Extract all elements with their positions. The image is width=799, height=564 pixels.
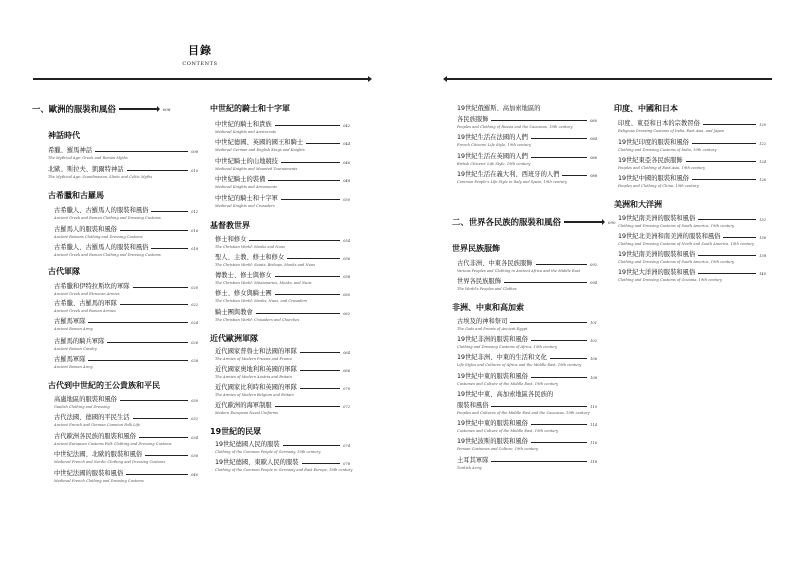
group-heading: 神話時代 xyxy=(48,131,80,140)
toc-entry xyxy=(48,164,198,179)
leader-line xyxy=(531,138,587,139)
toc-entry xyxy=(618,173,766,188)
leader-line xyxy=(550,358,587,359)
page-number: 102 xyxy=(590,339,597,343)
leader-line xyxy=(531,340,587,341)
entry-english: Ancient Romans Clothing and Dressing Customs xyxy=(54,234,143,239)
toc-entry xyxy=(54,298,198,313)
toc-entry xyxy=(215,270,350,285)
page-number: 140 xyxy=(759,272,766,276)
entry-title: 近代國家比利時和英國的軍隊 xyxy=(215,384,297,391)
leader-line xyxy=(306,143,340,144)
page-number: 108 xyxy=(590,376,597,380)
page-number: 030 xyxy=(191,399,198,403)
page-number: 050 xyxy=(343,198,350,202)
page-number: 122 xyxy=(759,142,766,146)
toc-entry xyxy=(457,352,597,367)
leader-line xyxy=(531,442,587,443)
entry-title: 中世紀法國、北歐的服裝和風俗 xyxy=(54,451,143,458)
leader-line xyxy=(95,151,188,152)
entry-english: The Mythical Age: Greek and Roman Myths xyxy=(48,155,128,160)
entry-title: 古代歐洲各民族的服裝和風俗 xyxy=(54,433,136,440)
entry-title: 19世紀中東的服裝和風俗 xyxy=(457,420,528,427)
page-number: 012 xyxy=(191,210,198,214)
entry-title: 19世紀南美洲的服裝和風俗 xyxy=(618,215,696,222)
page-number: 094 xyxy=(590,281,597,285)
toc-entry xyxy=(54,281,198,296)
leader-line xyxy=(107,342,188,343)
entry-title: 19世紀生活在義大利、西班牙的人們 xyxy=(457,171,560,178)
toc-entry xyxy=(457,276,597,291)
page-number: 126 xyxy=(759,178,766,182)
section-heading xyxy=(32,103,170,115)
entry-english: Clothing and Dressing Customs of South America, 19th century xyxy=(618,259,735,264)
entry-title: 19世紀非洲、中東的生活和文化 xyxy=(457,354,547,361)
entry-title: 19世紀德國人民的服裝 xyxy=(215,441,280,448)
page-number: 070 xyxy=(343,387,350,391)
entry-title: 19世紀南美洲的服裝和風俗 xyxy=(618,251,696,258)
toc-entry xyxy=(215,137,350,152)
toc-entry xyxy=(215,156,350,171)
toc-entry xyxy=(54,316,198,331)
leader-line xyxy=(302,463,341,464)
entry-english: Clothing and Dressing Customs of Africa, 19th century xyxy=(457,344,558,349)
entry-title: 古代法國、德國的平民生活 xyxy=(54,414,130,421)
page-number: 034 xyxy=(191,436,198,440)
entry-english: Ancient Greek and Roman Clothing and Dressing Customs xyxy=(54,215,161,220)
page-number: 028 xyxy=(191,359,198,363)
section-title: 二、世界各民族的服裝和風俗 xyxy=(452,217,561,227)
page-number: 106 xyxy=(590,357,597,361)
entry-title: 19世紀北美洲和南美洲的服裝和風俗 xyxy=(618,233,721,240)
toc-entry xyxy=(54,242,198,257)
title-chinese: 目錄 xyxy=(188,44,212,57)
entry-english: Peoples and Clothing of Russia and the Caucasus, 19th century xyxy=(457,124,573,129)
entry-english: Clothing and Dressing Customs of India, 19th century xyxy=(618,147,717,152)
toc-entry xyxy=(215,364,350,379)
leader-line xyxy=(88,360,188,361)
page-number: 022 xyxy=(191,303,198,307)
leader-line xyxy=(256,313,340,314)
entry-english: Modern European Naval Uniforms xyxy=(215,410,278,415)
page-number: 078 xyxy=(343,462,350,466)
entry-english: Religious Dressing Customs of India, East Asia, and Japan xyxy=(618,128,724,133)
leader-line xyxy=(249,240,340,241)
entry-title: 19世紀中國的服裝和風俗 xyxy=(618,175,689,182)
page-number: 058 xyxy=(343,275,350,279)
entry-english: British Citizens' Life Style, 19th century xyxy=(457,161,531,166)
leader-line xyxy=(536,264,588,265)
entry-english: Medieval Knights and Crusaders xyxy=(215,203,275,208)
toc-entry xyxy=(457,316,597,331)
entry-english: Ancient Roman Cavalry xyxy=(54,346,97,351)
entry-title: 古希臘、古羅馬的軍隊 xyxy=(54,300,117,307)
entry-title: 中世紀騎士的裝備 xyxy=(215,176,266,183)
entry-title: 19世紀印度的服裝和風俗 xyxy=(618,139,689,146)
page-number: 090 xyxy=(607,219,616,225)
entry-english: Clothing of the Common People in Germany and East Europe, 19th century xyxy=(215,467,353,472)
leader-line xyxy=(703,124,756,125)
entry-title: 19世紀德國、東歐人民的服裝 xyxy=(215,459,299,466)
leader-line xyxy=(491,406,587,407)
page-number: 136 xyxy=(759,236,766,240)
leader-line xyxy=(686,161,756,162)
toc-entry xyxy=(54,412,198,427)
toc-entry xyxy=(457,371,597,386)
page-number: 084 xyxy=(590,137,597,141)
entry-title: 古希臘人、古羅馬人的服裝和風俗 xyxy=(54,207,149,214)
page-number: 016 xyxy=(191,229,198,233)
entry-title: 古羅馬軍隊 xyxy=(54,356,86,363)
page-number: 024 xyxy=(191,321,198,325)
entry-english: Ancient Greek and Roman Armies xyxy=(54,308,116,313)
toc-entry xyxy=(457,103,597,129)
page-number: 124 xyxy=(759,160,766,164)
entry-title: 修士、修女與騎士團 xyxy=(215,290,272,297)
toc-entry xyxy=(215,252,350,267)
leader-line xyxy=(300,388,340,389)
entry-title: 中世紀的騎士和十字軍 xyxy=(215,195,278,202)
group-heading: 古希臘和古羅馬 xyxy=(48,191,104,200)
entry-english: The Mythical Age: Scandinavian, Slavic and Celtic Myths xyxy=(48,174,153,179)
entry-title: 19世紀生活在法國的人們 xyxy=(457,134,528,141)
entry-english: Clothing and Dressing Customs of North and South America, 19th century xyxy=(618,241,755,246)
entry-title: 世界各民族服飾 xyxy=(457,278,502,285)
entry-title-line1: 19世紀俄羅斯、高加索地區的 xyxy=(457,105,541,112)
divider-right xyxy=(447,78,772,80)
page-number: 026 xyxy=(191,341,198,345)
entry-title: 古希臘人、古羅馬人的服裝和風俗 xyxy=(54,244,149,251)
section-rule xyxy=(119,108,157,110)
toc-entry xyxy=(215,234,350,249)
entry-english: Costumes and Culture of the Middle East, 19th century xyxy=(457,428,559,433)
entry-title: 中世紀騎士的山地競技 xyxy=(215,158,278,165)
entry-title: 中世紀德國、英國的國王和騎士 xyxy=(215,139,304,146)
page-number: 114 xyxy=(590,423,597,427)
entry-english: Peoples and Clothing of East Asia, 19th century xyxy=(618,165,706,170)
entry-title: 北歐、斯拉夫、凱爾特神話 xyxy=(48,166,124,173)
leader-line xyxy=(698,219,756,220)
entry-english: Medieval Knights and Armaments xyxy=(215,184,277,189)
page-number: 036 xyxy=(191,454,198,458)
page-title xyxy=(0,42,400,67)
toc-entry xyxy=(54,431,198,446)
toc-entry xyxy=(54,336,198,351)
entry-title: 各民族服飾 xyxy=(457,116,489,123)
leader-line xyxy=(275,294,340,295)
page-number: 060 xyxy=(343,293,350,297)
leader-line xyxy=(126,474,188,475)
toc-entry xyxy=(457,132,597,147)
entry-title: 19世紀中東的服裝和風俗 xyxy=(457,373,528,380)
entry-english: Medieval French Clothing and Dressing Customs xyxy=(54,478,144,483)
toc-entry xyxy=(215,307,350,322)
group-heading: 中世紀的騎士和十字軍 xyxy=(210,104,290,113)
entry-title: 古希臘和伊特拉斯坎的軍隊 xyxy=(54,283,130,290)
leader-line xyxy=(692,143,756,144)
entry-english: Medieval German and English Kings and Knights xyxy=(215,147,305,152)
entry-english: Clothing of the Common People of Germany, 19th century xyxy=(215,449,321,454)
toc-entry xyxy=(618,249,766,264)
entry-english: The Armies of Modern Austria and Britain xyxy=(215,374,292,379)
leader-line xyxy=(283,445,340,446)
page-number: 101 xyxy=(590,321,597,325)
entry-title: 近代國家普魯士和法國的軍隊 xyxy=(215,348,297,355)
section-heading xyxy=(452,216,616,228)
toc-entry xyxy=(48,145,198,160)
page-number: 008 xyxy=(162,106,171,112)
entry-english: Clothing and Dressing Customs of South America, 19th century xyxy=(618,223,735,228)
page-number: 110 xyxy=(590,405,597,409)
entry-title: 古羅馬人的服裝和風俗 xyxy=(54,226,117,233)
leader-line xyxy=(491,120,587,121)
page-number: 132 xyxy=(759,218,766,222)
entry-title: 聖人、主教、修士和修女 xyxy=(215,254,285,261)
leader-line xyxy=(510,322,587,323)
group-heading: 印度、中國和日本 xyxy=(614,104,678,113)
leader-line xyxy=(531,377,587,378)
toc-entry xyxy=(54,449,198,464)
page-number: 086 xyxy=(590,156,597,160)
entry-english: Ancient Roman Army xyxy=(54,326,93,331)
toc-entry xyxy=(618,213,766,228)
toc-entry xyxy=(215,288,350,303)
page-number: 008 xyxy=(191,150,198,154)
entry-title: 古代非洲、中東各民族服飾 xyxy=(457,260,533,267)
page-number: 046 xyxy=(343,161,350,165)
page-number: 064 xyxy=(343,351,350,355)
toc-entry xyxy=(215,119,350,134)
entry-english: The Christian World: Saints, Bishops, Monks and Nuns xyxy=(215,262,316,267)
page-number: 032 xyxy=(191,417,198,421)
toc-entry xyxy=(215,174,350,189)
page-number: 116 xyxy=(590,441,597,445)
leader-line xyxy=(491,461,587,462)
leader-line xyxy=(281,162,340,163)
title-english: CONTENTS xyxy=(182,61,218,67)
page-number: 074 xyxy=(343,444,350,448)
entry-english: The Armies of Modern Belgium and Britain xyxy=(215,392,294,397)
leader-line xyxy=(133,418,189,419)
entry-title: 服裝和風俗 xyxy=(457,402,489,409)
leader-line xyxy=(133,287,189,288)
toc-entry xyxy=(618,155,766,170)
leader-line xyxy=(531,157,587,158)
page-number: 042 xyxy=(343,124,350,128)
page-number: 118 xyxy=(590,460,597,464)
entry-title-line1: 19世紀中東、高加索地區各民族的 xyxy=(457,391,554,398)
leader-line xyxy=(300,352,340,353)
toc-entry xyxy=(215,382,350,397)
entry-title: 19世紀東亞各民族服飾 xyxy=(618,157,683,164)
toc-entry xyxy=(618,231,766,246)
entry-title: 騎士團與教會 xyxy=(215,309,253,316)
toc-entry xyxy=(54,468,198,483)
leader-line xyxy=(300,370,340,371)
group-heading: 基督教世界 xyxy=(210,221,250,230)
entry-title: 修士和修女 xyxy=(215,236,247,243)
entry-english: French Citizens' Life Style, 19th century xyxy=(457,142,531,147)
leader-line xyxy=(120,400,188,401)
entry-title: 中世紀的騎士和貴族 xyxy=(215,121,272,128)
page-number: 062 xyxy=(343,312,350,316)
page-number: 088 xyxy=(590,174,597,178)
group-heading: 非洲、中東和高加索 xyxy=(452,303,524,312)
entry-title: 古羅馬的騎兵軍隊 xyxy=(54,338,105,345)
group-heading: 19世紀的民眾 xyxy=(210,427,262,436)
entry-english: Ancient Greek and Roman Clothing and Dressing Customs xyxy=(54,252,161,257)
entry-english: The World's Peoples and Clothes xyxy=(457,286,517,291)
leader-line xyxy=(698,273,756,274)
entry-english: The Christian World: Monks and Nuns xyxy=(215,244,285,249)
leader-line xyxy=(139,437,188,438)
group-heading: 古代軍隊 xyxy=(48,267,80,276)
entry-english: Ancient Greek and Etruscan Armies xyxy=(54,291,120,296)
leader-line xyxy=(562,175,587,176)
entry-title: 高盧地區的服裝和風俗 xyxy=(54,396,117,403)
toc-entry xyxy=(215,439,350,454)
page-number: 056 xyxy=(343,257,350,261)
page-number: 054 xyxy=(343,239,350,243)
page-number: 020 xyxy=(191,286,198,290)
toc-entry xyxy=(618,118,766,133)
entry-title: 希臘、羅馬神話 xyxy=(48,147,93,154)
entry-title: 傳教士、修士與修女 xyxy=(215,272,272,279)
entry-english: Medieval Knights and Mounted Tournaments xyxy=(215,166,298,171)
toc-entry xyxy=(457,455,597,470)
toc-entry xyxy=(457,334,597,349)
entry-title: 古羅馬軍隊 xyxy=(54,318,86,325)
entry-title: 土耳其軍隊 xyxy=(457,457,489,464)
toc-entry xyxy=(215,400,350,415)
leader-line xyxy=(531,424,587,425)
page-number: 120 xyxy=(759,123,766,127)
entry-english: Clothing and Dressing Customs of Oceania, 19th century xyxy=(618,277,723,282)
entry-english: The Christian World: Crusaders and Churches xyxy=(215,317,300,322)
entry-title: 19世紀生活在英國的人們 xyxy=(457,153,528,160)
page-number: 066 xyxy=(343,369,350,373)
entry-english: Medieval Knights and Aristocrats xyxy=(215,129,277,134)
page-number: 018 xyxy=(191,247,198,251)
leader-line xyxy=(145,455,188,456)
page-number: 040 xyxy=(191,473,198,477)
entry-english: The Christian World: Monks, Nuns, and Crusaders xyxy=(215,298,308,303)
leader-line xyxy=(88,322,188,323)
entry-english: The Christian World: Missionaries, Monks, and Nuns xyxy=(215,280,312,285)
group-heading: 世界民族服飾 xyxy=(452,244,500,253)
entry-english: Ancient Roman Army xyxy=(54,364,93,369)
toc-entry xyxy=(457,151,597,166)
entry-title: 19世紀波斯的服裝和風俗 xyxy=(457,438,528,445)
toc-entry xyxy=(215,193,350,208)
entry-title: 中世紀法國的服裝和風俗 xyxy=(54,470,124,477)
entry-english: Various Peoples and Clothing in Ancient Africa and the Middle East xyxy=(457,268,581,273)
toc-entry xyxy=(54,205,198,220)
leader-line xyxy=(504,282,587,283)
page-number: 044 xyxy=(343,142,350,146)
entry-english: The Gods and Priests of Ancient Egypt xyxy=(457,326,528,331)
group-heading: 古代到中世紀的王公貴族和平民 xyxy=(48,381,160,390)
toc-entry xyxy=(54,354,198,369)
group-heading: 近代歐洲軍隊 xyxy=(210,334,258,343)
entry-english: The Armies of Modern Prussia and France xyxy=(215,356,293,361)
entry-english: Turkish Army xyxy=(457,465,482,470)
page-number: 048 xyxy=(343,179,350,183)
entry-title: 近代國家奧地利和英國的軍隊 xyxy=(215,366,297,373)
entry-english: Gaulish Clothing and Dressing xyxy=(54,404,110,409)
entry-title: 印度、東亞和日本的宗教習俗 xyxy=(618,120,700,127)
leader-line xyxy=(120,304,188,305)
toc-entry xyxy=(54,224,198,239)
toc-entry xyxy=(457,418,597,433)
leader-line xyxy=(281,199,340,200)
entry-english: Common People's Life Style in Italy and Spain, 19th century xyxy=(457,179,567,184)
toc-entry xyxy=(457,436,597,451)
leader-line xyxy=(151,211,188,212)
toc-entry xyxy=(618,267,766,282)
group-heading: 美洲和大洋洲 xyxy=(614,200,662,209)
toc-entry xyxy=(215,346,350,361)
leader-line xyxy=(275,276,340,277)
page-number: 092 xyxy=(590,263,597,267)
entry-english: Peoples and Cultures of the Middle East and the Caucasus, 19th century xyxy=(457,410,590,415)
entry-english: Life Styles and Cultures of Africa and the Middle East, 19th century xyxy=(457,362,582,367)
entry-english: Ancient French and German Common Folk Life xyxy=(54,422,141,427)
toc-entry xyxy=(457,169,597,184)
entry-english: Persian Costumes and Culture, 19th century xyxy=(457,446,539,451)
leader-line xyxy=(275,406,340,407)
entry-title: 近代歐洲的海軍制服 xyxy=(215,402,272,409)
leader-line xyxy=(275,125,340,126)
page-number: 080 xyxy=(590,119,597,123)
page-number: 138 xyxy=(759,254,766,258)
toc-entry xyxy=(54,394,198,409)
toc-entry xyxy=(618,137,766,152)
leader-line xyxy=(723,237,756,238)
section-title: 一、歐洲的服裝和風俗 xyxy=(32,104,116,114)
page-number: 010 xyxy=(191,169,198,173)
toc-entry xyxy=(457,389,597,415)
entry-title: 古埃及的神和祭司 xyxy=(457,318,508,325)
page-number: 072 xyxy=(343,405,350,409)
entry-english: Peoples and Clothing of China, 19th century xyxy=(618,183,699,188)
toc-entry xyxy=(215,457,353,472)
leader-line xyxy=(287,258,340,259)
leader-line xyxy=(698,255,756,256)
toc-entry xyxy=(457,258,597,273)
entry-title: 19世紀大洋洲的服裝和風俗 xyxy=(618,269,696,276)
leader-line xyxy=(268,180,340,181)
entry-english: Ancient European Customs Folk Clothing and Dressing Customs xyxy=(54,441,172,446)
divider-left xyxy=(33,78,368,80)
leader-line xyxy=(151,248,188,249)
entry-english: Medieval French and Nordic Clothing and Dressing Customs xyxy=(54,459,166,464)
leader-line xyxy=(692,179,756,180)
section-rule xyxy=(564,221,602,223)
leader-line xyxy=(120,230,188,231)
leader-line xyxy=(127,170,189,171)
entry-title: 19世紀非洲的服裝和風俗 xyxy=(457,336,528,343)
entry-english: Costumes and Culture of the Middle East, 19th century xyxy=(457,381,559,386)
